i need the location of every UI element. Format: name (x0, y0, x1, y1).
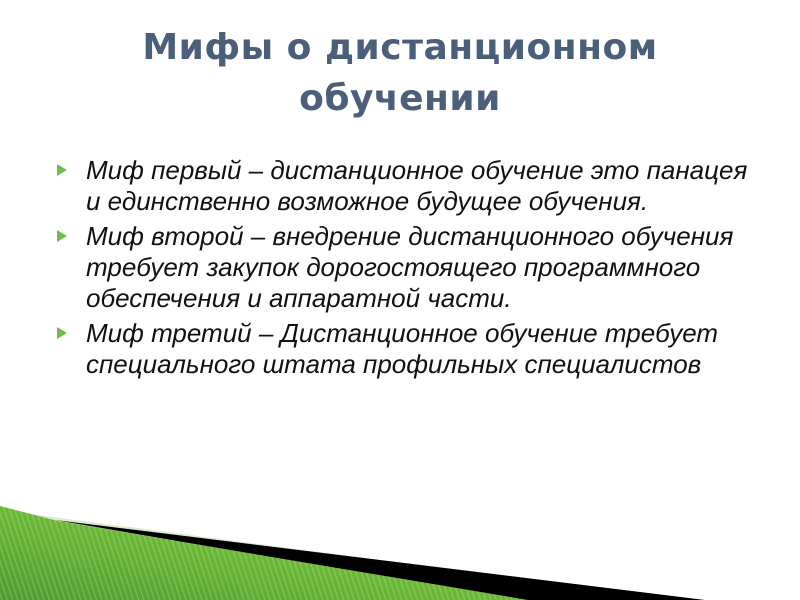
bullet-list (55, 155, 760, 384)
bullet-text: Миф первый – дистанционное обучение это панацея и единственно возможное будущее обучения. (86, 155, 748, 216)
list-item (55, 318, 755, 380)
triangle-right-bullet-icon (57, 230, 67, 242)
triangle-right-bullet-icon (57, 327, 67, 339)
bullet-text: Миф третий – Дистанционное обучение требует специального штата профильных специалистов (86, 318, 719, 379)
corner-decoration (0, 500, 800, 600)
slide-title: Мифы о дистанционном обучении (142, 27, 658, 120)
list-item (55, 155, 755, 217)
triangle-right-bullet-icon (57, 164, 67, 176)
list-item (55, 221, 755, 314)
bullet-text: Миф второй – внедрение дистанционного обучения требует закупок дорогостоящего программного обеспечения и аппаратной части. (86, 221, 734, 313)
